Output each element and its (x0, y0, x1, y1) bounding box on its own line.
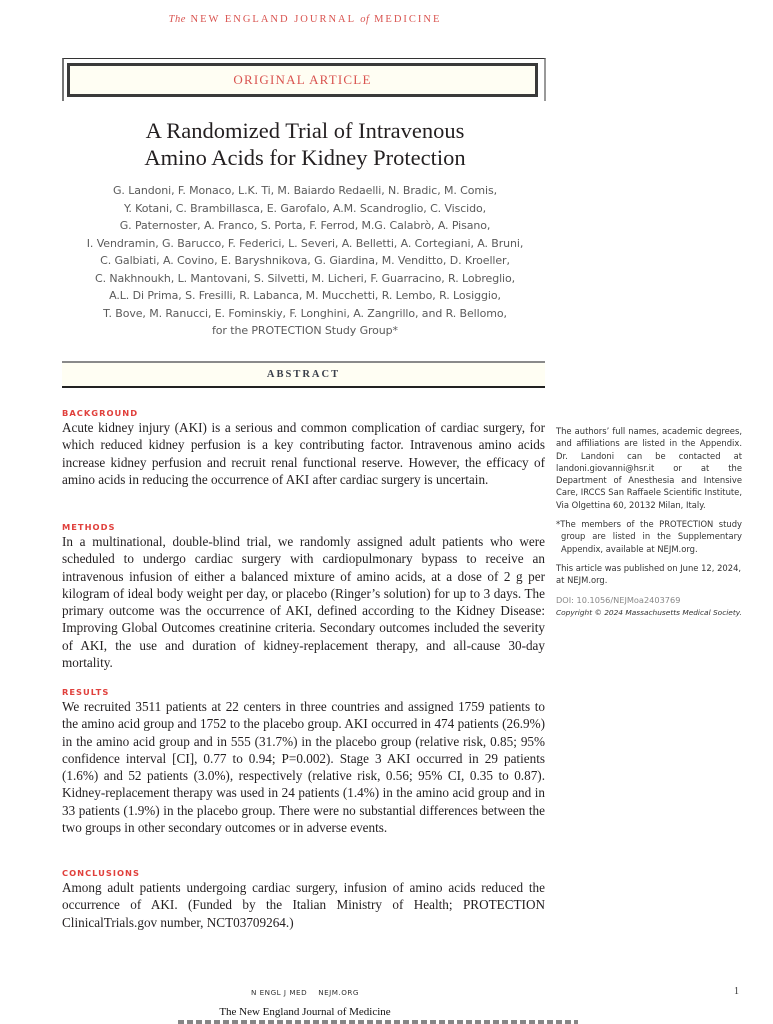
masthead-prefix: The (168, 14, 186, 25)
citation-text: N ENGL J MED NEJM.ORG (250, 988, 359, 997)
author-list (0, 182, 610, 340)
section-label: BACKGROUND (62, 408, 139, 418)
author-line: for the PROTECTION Study Group* (212, 324, 398, 337)
sidebar-notes (556, 425, 742, 619)
title-line-2: Amino Acids for Kidney Protection (144, 145, 466, 170)
section-label: CONCLUSIONS (62, 868, 140, 878)
masthead-name-2: MEDICINE (374, 14, 442, 25)
author-line: Y. Kotani, C. Brambillasca, E. Garofalo, A.M. Scandroglio, C. Viscido, (123, 201, 487, 215)
author-line: I. Vendramin, G. Barucco, F. Federici, L. Severi, A. Belletti, A. Cortegiani, A. Bruni, (86, 236, 524, 250)
study-group-note: *The members of the PROTECTION study group are listed in the Supplementary Appendix, available at NEJM.org. (556, 519, 742, 554)
author-line: C. Nakhnoukh, L. Mantovani, S. Silvetti, M. Licheri, F. Guarracino, R. Lobreglio, (94, 271, 516, 285)
section-text: Among adult patients undergoing cardiac surgery, infusion of amino acids reduced the occurrence of AKI. (Funded by the Italian Ministry of Health; PROTECTION ClinicalTrials.gov number, NCT03709264.) (62, 880, 545, 930)
copyright: Copyright © 2024 Massachusetts Medical Society. (556, 607, 742, 617)
footer-citation (0, 988, 610, 997)
clipped-watermark-line (178, 1020, 578, 1024)
section-text: We recruited 3511 patients at 22 centers in three countries and assigned 1759 patients to the amino acid group and 1752 to the placebo group. AKI occurred in 474 patients (26.9%) in the amino acid group and in 555 (31.7%) in the placebo group (relative risk, 0.85; 95% confidence interval [CI], 0.77 to 0.94; P=0.002). Stage 3 AKI occurred in 29 patients (1.6%) and 52 patients (3.0%), respectively (relative risk, 0.56; 95% CI, 0.35 to 0.87). Kidney-replacement therapy was used in 24 patients (1.4%) in the amino acid group and in 33 patients (1.9%) in the placebo group. There were no substantial differences between the two groups in other secondary outcomes or in adverse events. (62, 699, 545, 836)
journal-masthead (0, 14, 610, 25)
doi: DOI: 10.1056/NEJMoa2403769 (556, 594, 681, 605)
masthead-of: of (360, 14, 370, 25)
abstract-conclusions (62, 867, 545, 931)
section-text: In a multinational, double-blind trial, we randomly assigned adult patients who were scheduled to undergo cardiac surgery with cardiopulmonary bypass to receive an intravenous infusion of either a balanced mixture of amino acids, at a dose of 2 g per kilogram of ideal body weight per day, or placebo (Ringer’s solution) for up to 3 days. The primary outcome was the occurrence of AKI, defined according to the Kidney Disease: Improving Global Outcomes creatinine criteria. Secondary outcomes included the severity of AKI, the use and duration of kidney-replacement therapy, and all-cause 30-day mortality. (62, 534, 545, 671)
abstract-background (62, 407, 545, 488)
section-label: RESULTS (62, 687, 110, 697)
abstract-results (62, 686, 545, 836)
section-label: METHODS (62, 522, 116, 532)
masthead-name-1: NEW ENGLAND JOURNAL (190, 14, 356, 25)
title-line-1: A Randomized Trial of Intravenous (145, 118, 465, 143)
article-type-label: ORIGINAL ARTICLE (67, 63, 538, 97)
abstract-heading: ABSTRACT (62, 361, 545, 388)
author-line: T. Bove, M. Ranucci, E. Fominskiy, F. Longhini, A. Zangrillo, and R. Bellomo, (103, 306, 507, 320)
author-line: A.L. Di Prima, S. Fresilli, R. Labanca, M. Mucchetti, R. Lembo, R. Losiggio, (109, 289, 501, 302)
download-watermark: The New England Journal of Medicine (219, 1006, 391, 1018)
author-line: G. Paternoster, A. Franco, S. Porta, F. Ferrod, M.G. Calabrò, A. Pisano, (119, 219, 491, 232)
author-line: C. Galbiati, A. Covino, E. Baryshnikova, G. Giardina, M. Venditto, D. Kroeller, (100, 254, 510, 267)
article-title (0, 117, 610, 171)
affiliations-note: The authors’ full names, academic degrees, and affiliations are listed in the Appendix. Dr. Landoni can be contacted at landoni.giovanni@hsr.it or at the Department of Anesthesia and Intensive Care, IRCCS San Raffaele Scientific Institute, Via Olgettina 60, 20132 Milan, Italy. (556, 426, 742, 510)
publication-note: This article was published on June 12, 2024, at NEJM.org. (556, 562, 742, 586)
abstract-methods (62, 521, 545, 671)
page-number: 1 (734, 986, 739, 997)
section-text: Acute kidney injury (AKI) is a serious and common complication of cardiac surgery, for which reduced kidney perfusion is a key contributing factor. Intravenous amino acids increase kidney perfusion and recruit renal functional reserve. However, the efficacy of amino acids in reducing the occurrence of AKI after cardiac surgery is uncertain. (62, 420, 545, 487)
author-line: G. Landoni, F. Monaco, L.K. Ti, M. Baiardo Redaelli, N. Bradic, M. Comis, (113, 184, 497, 197)
